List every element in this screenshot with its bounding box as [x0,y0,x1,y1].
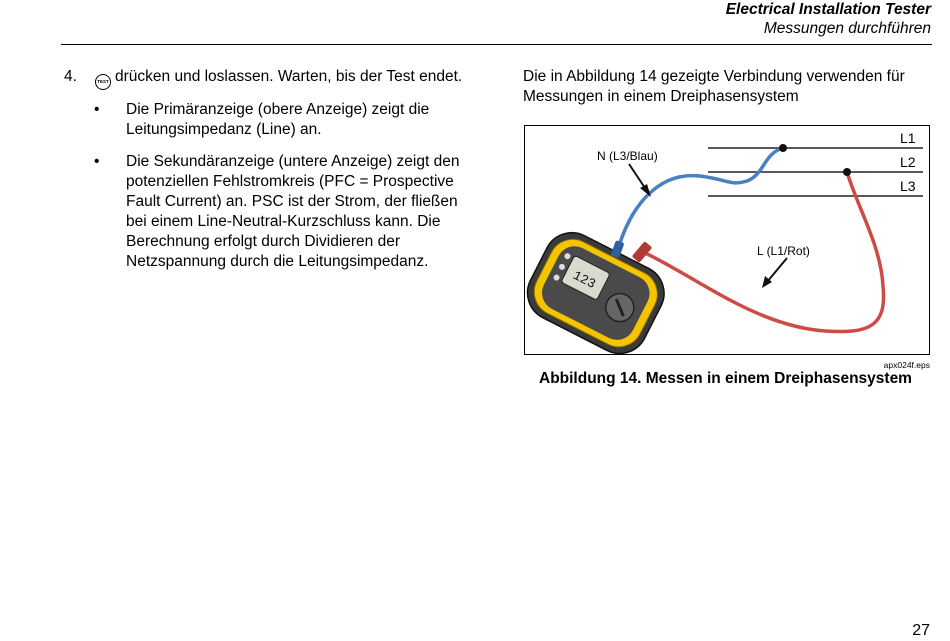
line-plug [632,241,653,263]
figure-file-name: apx024f.eps [883,360,930,370]
figure-frame [524,125,930,355]
bullet-dot: • [94,153,100,170]
bullet-dot: • [94,101,100,118]
intro-text: Die in Abbildung 14 gezeigte Verbindung verwenden für Messungen in einem Dreiphasensystem [523,68,905,105]
figure-caption: Abbildung 14. Messen in einem Dreiphasensystem [539,370,912,387]
line-connection-dot [843,168,851,176]
header-rule [61,44,932,45]
neutral-connection-dot [779,144,787,152]
label-l1: L1 [900,130,916,146]
line-arrow [767,258,787,282]
page-number: 27 [912,622,930,639]
step-number: 4. [64,68,77,85]
label-line-lead: L (L1/Rot) [757,244,810,258]
bullet-text: Die Sekundäranzeige (untere Anzeige) zeigt den potenziellen Fehlstromkreis (PFC = Prospective Fault Current) an. PSC ist der Strom, der fließen bei einem Line-Neutral-Kurzschluss kann. Die Berechnung erfolgt durch Dividieren der Netzspannung durch die Leitungsimpedanz. [126,153,460,270]
header-subtitle: Messungen durchführen [763,20,931,37]
step-text [95,67,462,90]
test-key-icon: TEST [95,74,111,90]
label-l3: L3 [900,178,916,194]
tester-display-reading: 123 [570,267,599,292]
step-instruction: drücken und loslassen. Warten, bis der Test endet. [115,68,463,85]
label-neutral-lead: N (L3/Blau) [597,149,658,163]
label-l2: L2 [900,154,916,170]
wiring-diagram [525,126,930,355]
header-title: Electrical Installation Tester [725,1,931,18]
bullet-text: Die Primäranzeige (obere Anzeige) zeigt die Leitungsimpedanz (Line) an. [126,101,430,138]
tester-device [525,223,674,355]
